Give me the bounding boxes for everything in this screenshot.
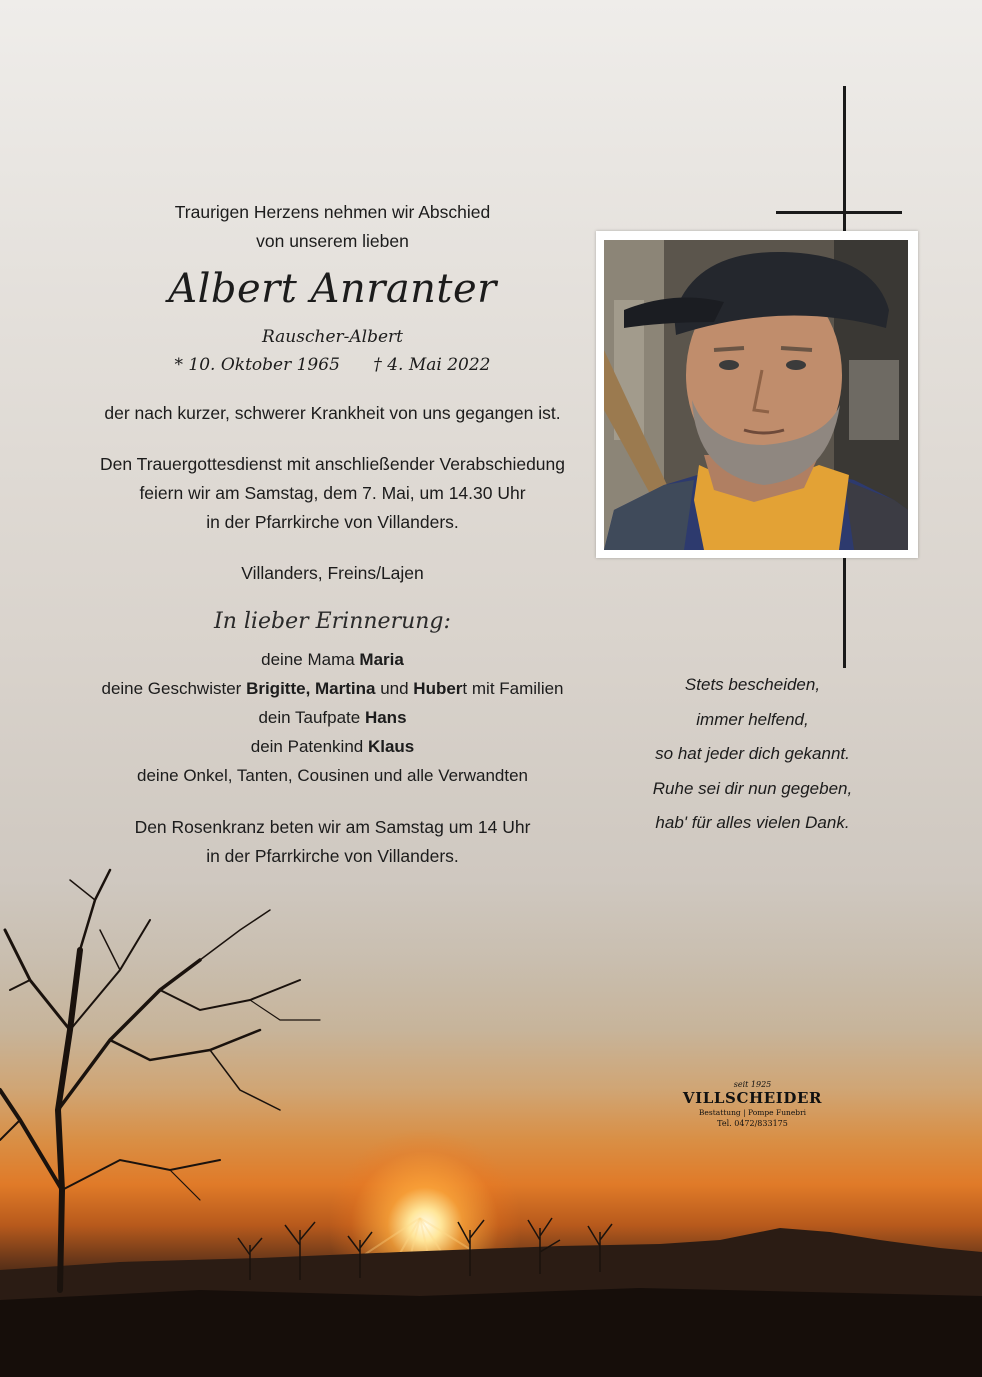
service-announcement xyxy=(60,450,605,537)
sibling-2: Martina xyxy=(315,679,376,698)
rosary-announcement xyxy=(60,813,605,871)
logo-brand: VILLSCHEIDER xyxy=(682,1089,823,1107)
poem-line-5: hab' für alles vielen Dank. xyxy=(655,813,850,832)
portrait-frame xyxy=(596,231,918,558)
portrait-illustration xyxy=(604,240,908,550)
poem-line-4: Ruhe sei dir nun gegeben, xyxy=(652,778,853,798)
cross-icon-top xyxy=(843,86,846,231)
sibling-separator: , xyxy=(305,679,316,698)
mourners-list xyxy=(60,645,605,790)
rosary-line-1: Den Rosenkranz beten wir am Samstag um 14 Uhr xyxy=(134,817,531,837)
sibling-1: Brigitte xyxy=(246,679,306,698)
places-text: Villanders, Freins/Lajen xyxy=(241,563,424,583)
rosary-line-2: in der Pfarrkirche von Villanders. xyxy=(206,846,459,866)
godchild-prefix: dein Patenkind xyxy=(250,737,368,756)
godfather-name: Hans xyxy=(364,708,407,727)
mourner-siblings xyxy=(60,674,605,703)
service-line-2: feiern wir am Samstag, dem 7. Mai, um 14.30 Uhr xyxy=(139,483,526,503)
mourner-godchild xyxy=(60,732,605,761)
siblings-suffix: mit Familien xyxy=(467,679,564,698)
service-line-3: in der Pfarrkirche von Villanders. xyxy=(206,512,459,532)
intro-line-2: von unserem lieben xyxy=(256,231,409,251)
godfather-prefix: dein Taufpate xyxy=(258,708,365,727)
cross-icon-bar xyxy=(776,211,902,214)
passing-text: der nach kurzer, schwerer Krankheit von uns gegangen ist. xyxy=(104,403,561,423)
poem xyxy=(625,668,880,841)
funeral-home-logo xyxy=(680,1080,825,1130)
cross-icon-bottom xyxy=(843,558,846,668)
logo-subtitle: Bestattung | Pompe Funebri xyxy=(698,1108,807,1117)
portrait-photo xyxy=(604,240,908,550)
godchild-name: Klaus xyxy=(367,737,415,756)
deceased-name: Albert Anranter xyxy=(168,266,497,312)
sunset-landscape xyxy=(0,860,982,1377)
mama-name: Maria xyxy=(359,650,404,669)
siblings-prefix: deine Geschwister xyxy=(101,679,247,698)
life-dates xyxy=(60,355,605,375)
intro-line-1: Traurigen Herzens nehmen wir Abschied xyxy=(174,202,491,222)
death-date: † 4. Mai 2022 xyxy=(373,355,491,375)
birth-date: * 10. Oktober 1965 xyxy=(174,355,340,375)
mourner-relatives: deine Onkel, Tanten, Cousinen und alle Verwandten xyxy=(137,766,528,785)
sibling-3: Huber xyxy=(413,679,463,698)
mama-prefix: deine Mama xyxy=(261,650,360,669)
logo-phone: Tel. 0472/833175 xyxy=(717,1119,788,1128)
siblings-and: und xyxy=(375,679,414,698)
mourner-mama xyxy=(60,645,605,674)
mourner-godfather xyxy=(60,703,605,732)
memory-title: In lieber Erinnerung: xyxy=(214,609,451,634)
service-line-1: Den Trauergottesdienst mit anschließender Verabschiedung xyxy=(100,454,565,474)
poem-line-3: so hat jeder dich gekannt. xyxy=(655,744,850,763)
logo-since: seit 1925 xyxy=(733,1080,772,1089)
poem-line-1: Stets bescheiden, xyxy=(684,675,821,694)
poem-line-2: immer helfend, xyxy=(696,709,809,729)
deceased-nickname: Rauscher-Albert xyxy=(261,327,403,347)
sibling-3-rest: t xyxy=(462,679,468,698)
intro-text xyxy=(60,198,605,256)
